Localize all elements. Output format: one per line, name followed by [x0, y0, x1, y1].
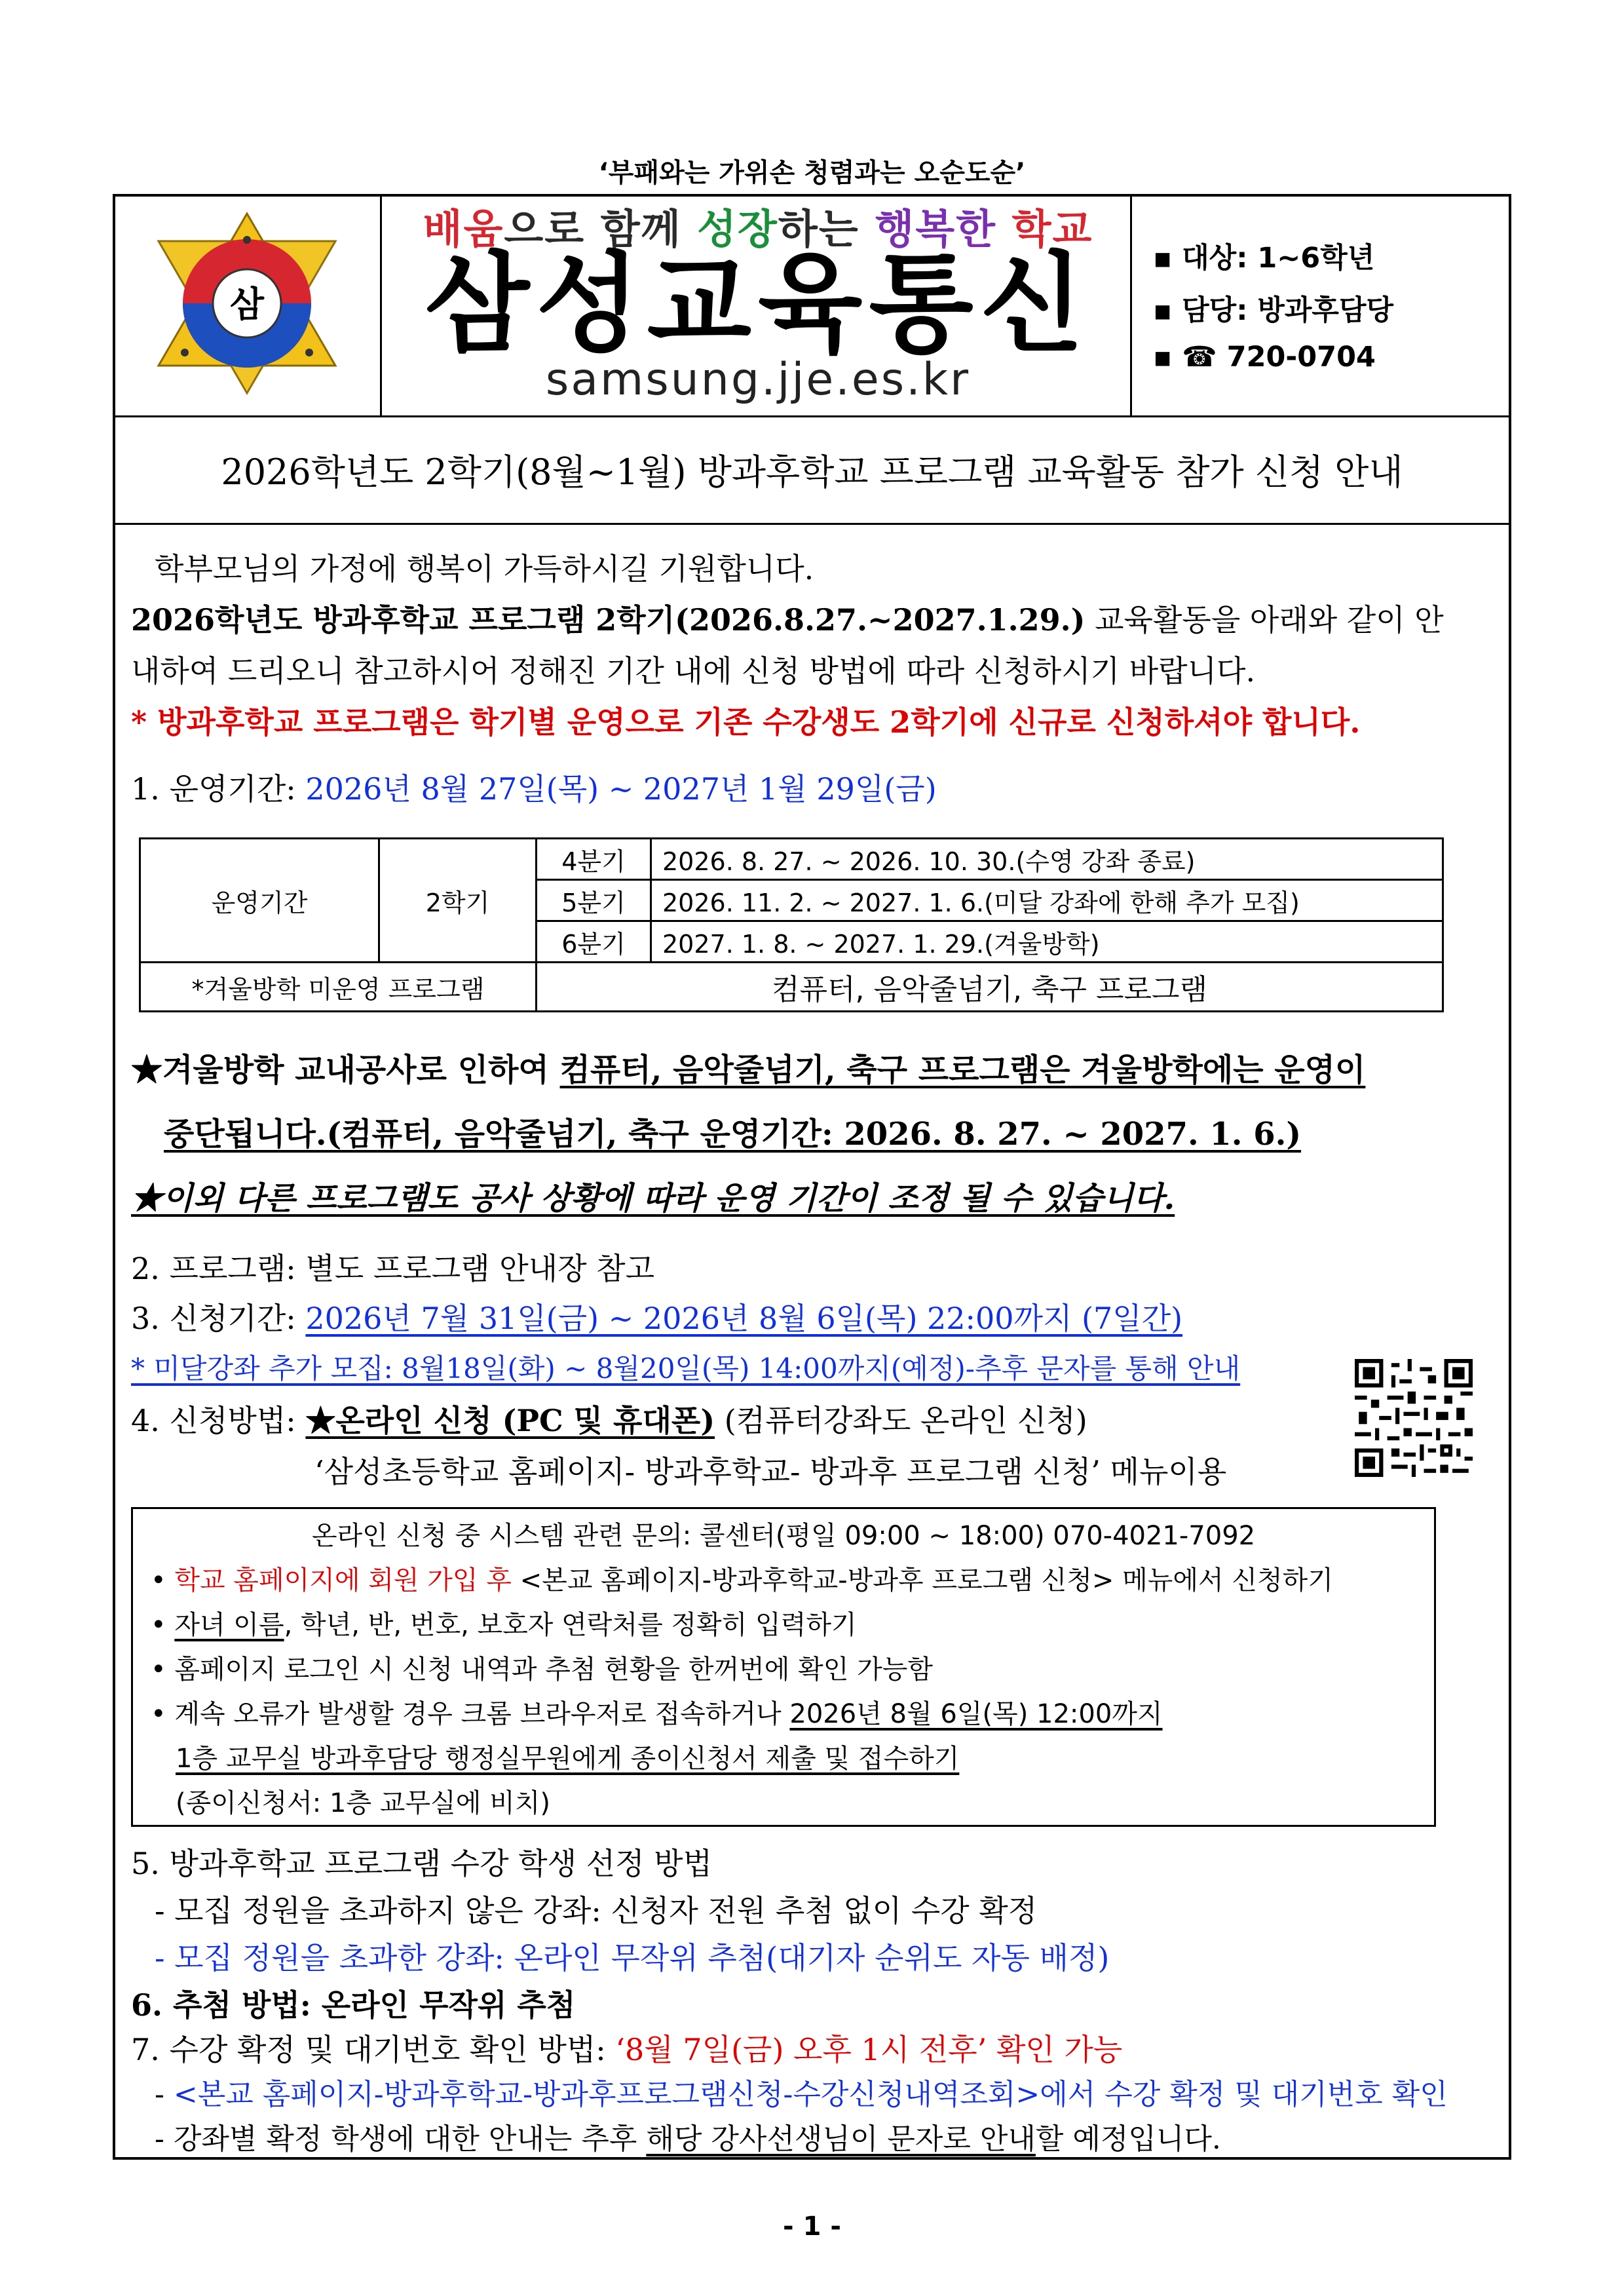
section-5-line-1: - 모집 정원을 초과하지 않은 강좌: 신청자 전원 추첨 없이 수강 확정	[155, 1893, 1038, 1928]
inquiry-item-5: (종이신청서: 1층 교무실에 비치)	[176, 1788, 550, 1818]
masthead-title: 삼성교육통신	[425, 241, 1091, 367]
motto: ‘부패와는 가위손 청렴과는 오순도순’	[598, 158, 1026, 188]
intro-line-1: 2026학년도 방과후학교 프로그램 2학기(2026.8.27.~2027.1.29.) 교육활동을 아래와 같이 안	[131, 602, 1444, 638]
intro-line-2: 내하여 드리오니 참고하시어 정해진 기간 내에 신청 방법에 따라 신청하시기 바랍니다.	[131, 653, 1256, 689]
quarter-range: 2026. 11. 2. ~ 2027. 1. 6.(미달 강좌에 한해 추가 모집)	[651, 880, 1443, 921]
inquiry-item-3: • 홈페이지 로그인 시 신청 내역과 추첨 현황을 한꺼번에 확인 가능함	[151, 1655, 934, 1685]
semester-cell: 2학기	[379, 839, 537, 963]
quarter-range: 2027. 1. 8. ~ 2027. 1. 29.(겨울방학)	[651, 921, 1443, 963]
emblem-char: 삼	[229, 284, 265, 325]
section-4: 4. 신청방법: ★온라인 신청 (PC 및 휴대폰) (컴퓨터강좌도 온라인 신청)	[131, 1403, 1087, 1438]
header-divider	[113, 415, 1511, 417]
winter-label: *겨울방학 미운영 프로그램	[140, 963, 537, 1012]
document-title: 2026학년도 2학기(8월~1월) 방과후학교 프로그램 교육활동 참가 신청 안내	[221, 451, 1403, 493]
intro-notice: * 방과후학교 프로그램은 학기별 운영으로 기존 수강생도 2학기에 신규로 신청하셔야 합니다.	[131, 704, 1361, 740]
info-phone: ▪ ☎ 720-0704	[1153, 341, 1376, 373]
inquiry-item-4-cont: 1층 교무실 방과후담당 행정실무원에게 종이신청서 제출 및 접수하기	[176, 1744, 960, 1774]
inquiry-item-4: • 계속 오류가 발생할 경우 크롬 브라우저로 접속하거나 2026년 8월 6일(목) 12:00까지	[151, 1699, 1163, 1729]
quarter-cell: 5분기	[537, 880, 651, 921]
section-7-line-2: - 강좌별 확정 학생에 대한 안내는 추후 해당 강사선생님이 문자로 안내할 예정입니다.	[155, 2122, 1221, 2156]
section-7: 7. 수강 확정 및 대기번호 확인 방법: ‘8월 7일(금) 오후 1시 전후’ 확인 가능	[131, 2032, 1123, 2067]
inquiry-item-1: • 학교 홈페이지에 회원 가입 후 <본교 홈페이지-방과후학교-방과후 프로그램 신청> 메뉴에서 신청하기	[151, 1565, 1333, 1596]
period-label: 운영기간	[140, 839, 379, 963]
school-slogan: 배움으로 함께 성장하는 행복한 학교	[423, 205, 1093, 253]
section-3: 3. 신청기간: 2026년 7월 31일(금) ~ 2026년 8월 6일(목) 22:00까지 (7일간)	[131, 1301, 1183, 1336]
quarter-cell: 4분기	[537, 839, 651, 880]
section-4-menu: ‘삼성초등학교 홈페이지- 방과후학교- 방과후 프로그램 신청’ 메뉴이용	[314, 1454, 1227, 1489]
section-7-line-1: - <본교 홈페이지-방과후학교-방과후프로그램신청-수강신청내역조회>에서 수강 확정 및 대기번호 확인	[155, 2078, 1448, 2111]
section-5-line-2: - 모집 정원을 초과한 강좌: 온라인 무작위 추첨(대기자 순위도 자동 배정)	[155, 1940, 1110, 1976]
star-notice-1-cont: 중단됩니다.(컴퓨터, 음악줄넘기, 축구 운영기간: 2026. 8. 27. ~ 2027. 1. 6.)	[164, 1116, 1302, 1153]
info-target: ▪ 대상: 1~6학년	[1153, 242, 1375, 275]
section-1: 1. 운영기간: 2026년 8월 27일(목) ~ 2027년 1월 29일(금)	[131, 771, 937, 807]
inquiry-header: 온라인 신청 중 시스템 관련 문의: 콜센터(평일 09:00 ~ 18:00) 070-4021-7092	[311, 1521, 1256, 1551]
emblem-divider	[380, 194, 382, 417]
quarter-cell: 6분기	[537, 921, 651, 963]
school-url[interactable]: samsung.jje.es.kr	[545, 354, 971, 406]
section-6: 6. 추첨 방법: 온라인 무작위 추첨	[131, 1987, 576, 2023]
section-3-extra: * 미달강좌 추가 모집: 8월18일(화) ~ 8월20일(목) 14:00까지(예정)-추후 문자를 통해 안내	[131, 1352, 1241, 1385]
winter-programs: 컴퓨터, 음악줄넘기, 축구 프로그램	[537, 963, 1443, 1012]
greeting: 학부모님의 가정에 행복이 가득하시길 기원합니다.	[155, 551, 814, 586]
info-manager: ▪ 담당: 방과후담당	[1153, 294, 1394, 327]
section-5-title: 5. 방과후학교 프로그램 수강 학생 선정 방법	[131, 1846, 713, 1881]
period-table	[139, 837, 1444, 1012]
school-emblem	[152, 208, 342, 398]
star-notice-2: ★이외 다른 프로그램도 공사 상황에 따라 운영 기간이 조정 될 수 있습니다.	[131, 1180, 1175, 1217]
page-number: - 1 -	[783, 2211, 841, 2242]
star-notice-1: ★겨울방학 교내공사로 인하여 컴퓨터, 음악줄넘기, 축구 프로그램은 겨울방학에는 운영이	[131, 1052, 1366, 1088]
quarter-range: 2026. 8. 27. ~ 2026. 10. 30.(수영 강좌 종료)	[651, 839, 1443, 880]
inquiry-item-2: • 자녀 이름, 학년, 반, 번호, 보호자 연락처를 정확히 입력하기	[151, 1610, 857, 1640]
section-2: 2. 프로그램: 별도 프로그램 안내장 참고	[131, 1251, 655, 1286]
title-divider	[113, 523, 1511, 525]
info-divider	[1130, 194, 1132, 417]
